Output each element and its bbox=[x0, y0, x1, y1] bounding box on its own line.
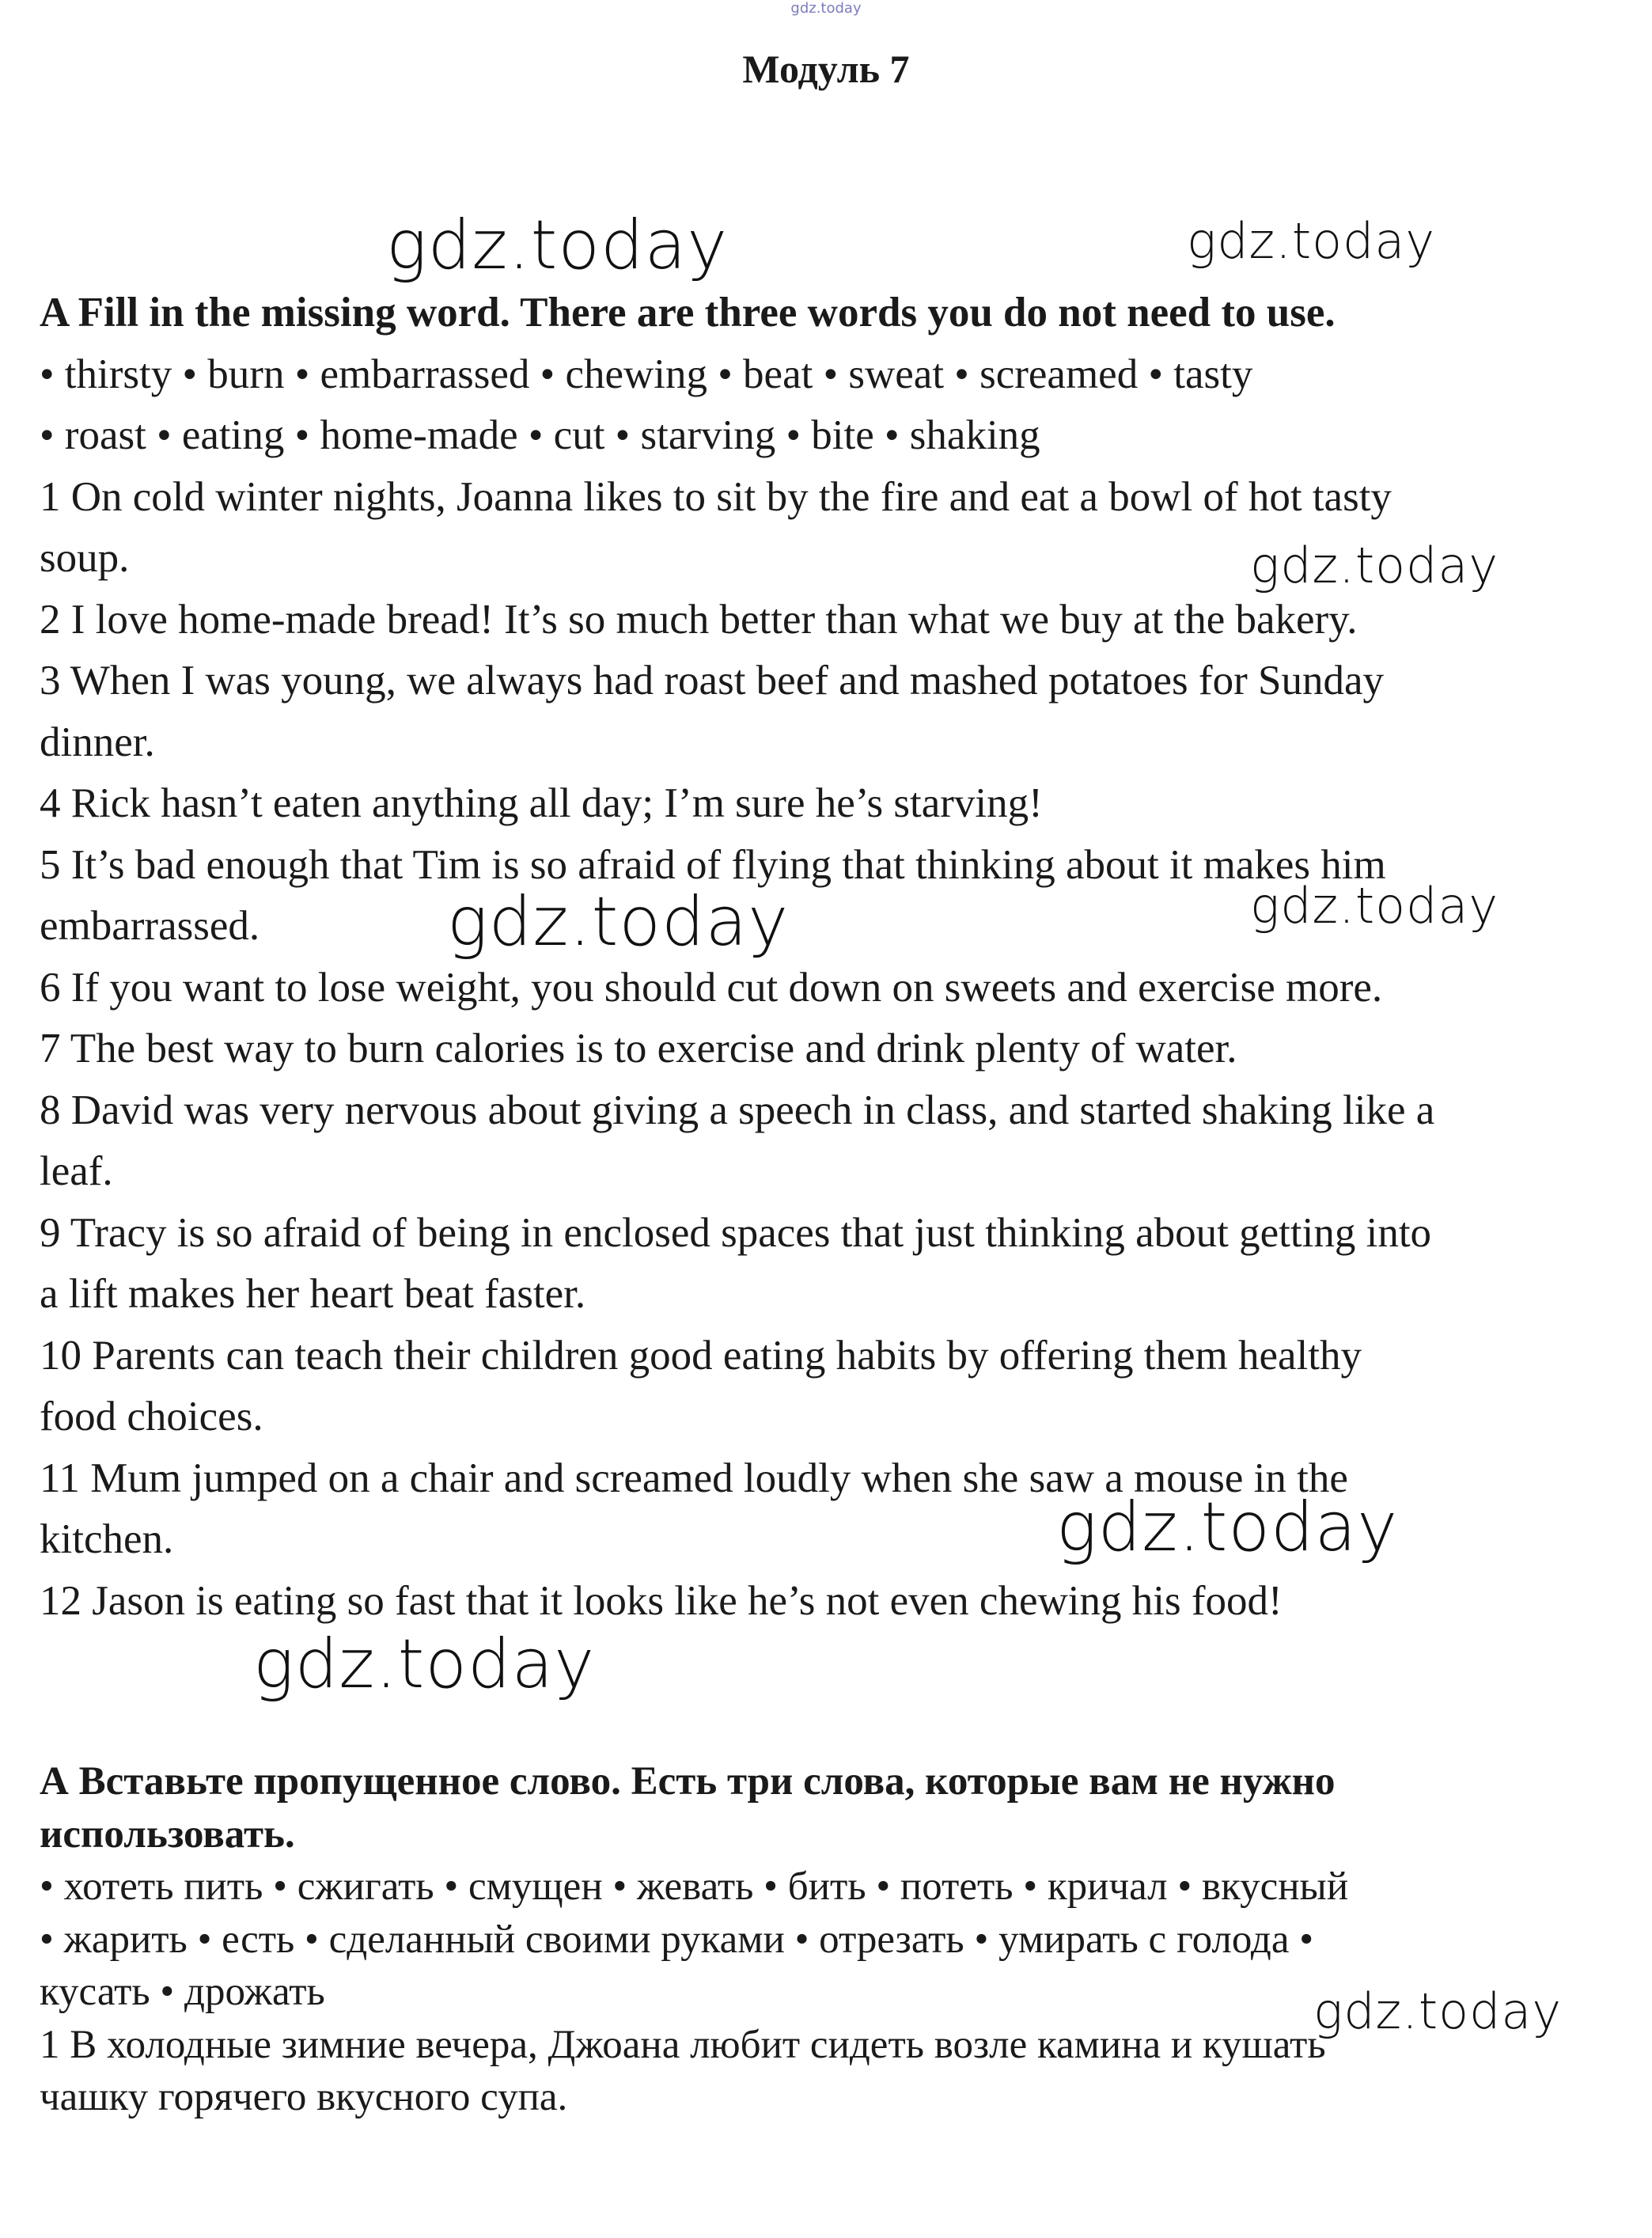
exercise-line: 1 On cold winter nights, Joanna likes to sit by the fire and eat a bowl of hot tasty bbox=[40, 473, 1392, 520]
watermark: gdz.today bbox=[1250, 877, 1499, 935]
watermark: gdz.today bbox=[1056, 1488, 1399, 1567]
exercise-line: a lift makes her heart beat faster. bbox=[40, 1271, 586, 1317]
russian-instruction: А Вставьте пропущенное слово. Есть три слова, которые вам не нужно bbox=[40, 1759, 1336, 1804]
exercise-line: kitchen. bbox=[40, 1516, 174, 1562]
watermark: gdz.today bbox=[1313, 1982, 1563, 2040]
english-instruction: A Fill in the missing word. There are three words you do not need to use. bbox=[40, 290, 1336, 336]
russian-line: 1 В холодные зимние вечера, Джоана любит сидеть возле камина и кушать bbox=[40, 2022, 1326, 2067]
header-watermark: gdz.today bbox=[790, 0, 862, 17]
exercise-line: 11 Mum jumped on a chair and screamed loudly when she saw a mouse in the bbox=[40, 1455, 1348, 1501]
watermark: gdz.today bbox=[1250, 537, 1499, 594]
watermark: gdz.today bbox=[253, 1625, 596, 1704]
exercise-line: 12 Jason is eating so fast that it looks like he’s not even chewing his food! bbox=[40, 1577, 1283, 1624]
exercise-line: embarrassed. bbox=[40, 903, 260, 949]
exercise-line: food choices. bbox=[40, 1394, 263, 1440]
russian-line: чашку горячего вкусного супа. bbox=[40, 2075, 568, 2119]
russian-instruction: использовать. bbox=[40, 1811, 295, 1857]
english-exercise bbox=[40, 283, 1614, 1632]
russian-line: • жарить • есть • сделанный своими руками • отрезать • умирать с голода • bbox=[40, 1917, 1314, 1962]
russian-line: • хотеть пить • сжигать • смущен • жевать • бить • потеть • кричал • вкусный bbox=[40, 1864, 1349, 1909]
russian-exercise bbox=[40, 1755, 1614, 2124]
exercise-line: 7 The best way to burn calories is to exercise and drink plenty of water. bbox=[40, 1026, 1237, 1072]
exercise-line: 2 I love home-made bread! It’s so much better than what we buy at the bakery. bbox=[40, 596, 1358, 643]
exercise-line: 9 Tracy is so afraid of being in enclosed spaces that just thinking about getting into bbox=[40, 1209, 1432, 1256]
exercise-line: soup. bbox=[40, 535, 130, 581]
exercise-line: 8 David was very nervous about giving a speech in class, and started shaking like a bbox=[40, 1087, 1435, 1133]
watermark: gdz.today bbox=[1187, 212, 1436, 270]
exercise-line: 3 When I was young, we always had roast beef and mashed potatoes for Sunday bbox=[40, 658, 1384, 704]
exercise-line: leaf. bbox=[40, 1148, 113, 1194]
word-bank-line-2: • roast • eating • home-made • cut • starving • bite • shaking bbox=[40, 412, 1040, 458]
exercise-line: 10 Parents can teach their children good eating habits by offering them healthy bbox=[40, 1332, 1362, 1379]
page-title: Модуль 7 bbox=[742, 47, 910, 91]
russian-line: кусать • дрожать bbox=[40, 1970, 325, 2014]
watermark: gdz.today bbox=[386, 206, 729, 285]
watermark: gdz.today bbox=[447, 882, 790, 962]
exercise-line: dinner. bbox=[40, 719, 155, 765]
exercise-line: 4 Rick hasn’t eaten anything all day; I’m sure he’s starving! bbox=[40, 780, 1043, 826]
exercise-line: 6 If you want to lose weight, you should cut down on sweets and exercise more. bbox=[40, 964, 1383, 1011]
exercise-line: 5 It’s bad enough that Tim is so afraid of flying that thinking about it makes him bbox=[40, 841, 1386, 888]
word-bank-line-1: • thirsty • burn • embarrassed • chewing • beat • sweat • screamed • tasty bbox=[40, 351, 1253, 397]
